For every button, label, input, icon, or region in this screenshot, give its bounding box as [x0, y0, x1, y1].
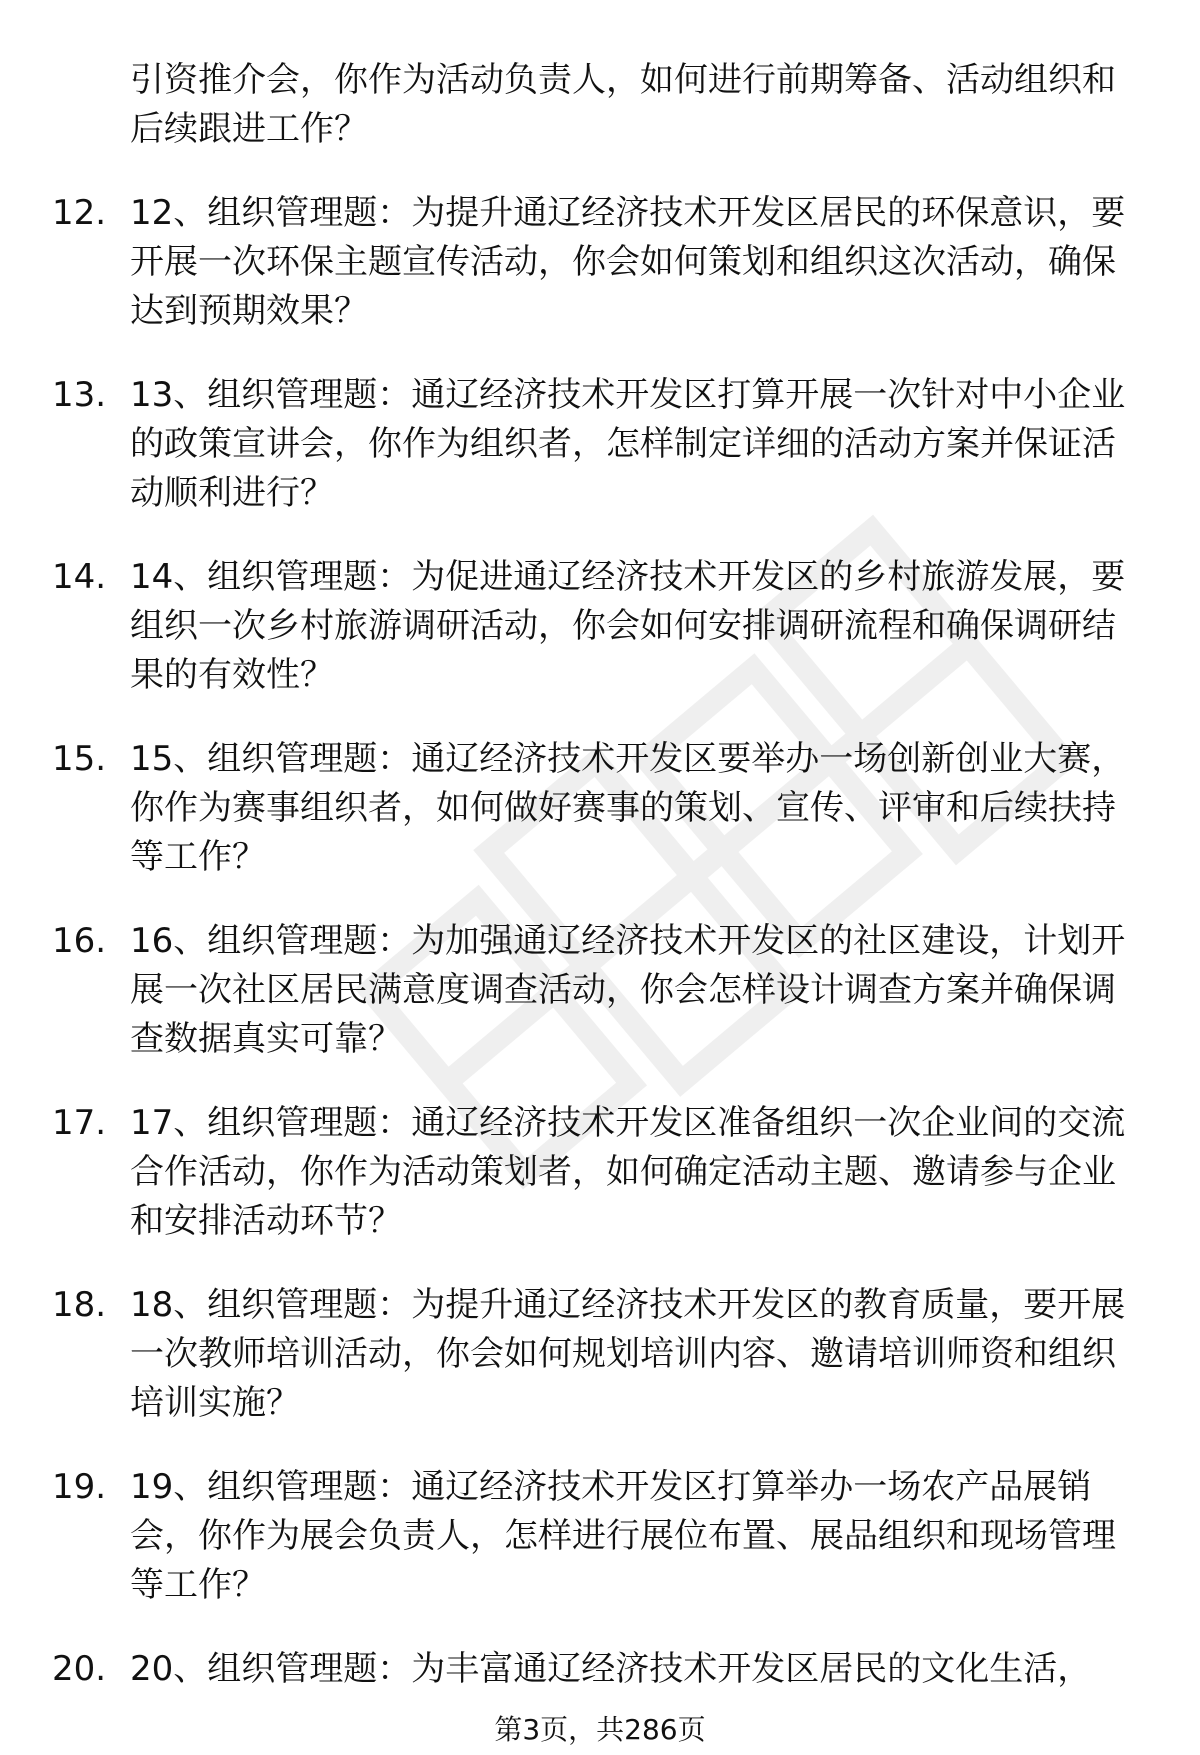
question-content — [52, 56, 1152, 1694]
continuation-text: 引资推介会，你作为活动负责人，如何进行前期筹备、活动组织和后续跟进工作？ — [130, 60, 1116, 149]
question-text: 12、组织管理题：为提升通辽经济技术开发区居民的环保意识，要开展一次环保主题宣传活动，你会如何策划和组织这次活动，确保达到预期效果？ — [130, 193, 1126, 331]
question-number: 14. — [52, 557, 107, 597]
list-item — [52, 1463, 1130, 1610]
list-item — [52, 917, 1130, 1064]
question-number: 15. — [52, 739, 107, 779]
question-number: 17. — [52, 1103, 107, 1143]
list-item — [52, 735, 1130, 882]
question-number: 12. — [52, 193, 107, 233]
question-list — [52, 189, 1152, 1694]
question-number: 13. — [52, 375, 107, 415]
list-item — [52, 371, 1130, 518]
page-footer: 第3页，共286页 — [494, 1713, 706, 1746]
question-text: 20、组织管理题：为丰富通辽经济技术开发区居民的文化生活， — [130, 1649, 1092, 1689]
question-text: 14、组织管理题：为促进通辽经济技术开发区的乡村旅游发展，要组织一次乡村旅游调研活动，你会如何安排调研流程和确保调研结果的有效性？ — [130, 557, 1126, 695]
question-text: 19、组织管理题：通辽经济技术开发区打算举办一场农产品展销会，你作为展会负责人，怎样进行展位布置、展品组织和现场管理等工作？ — [130, 1467, 1116, 1605]
list-item — [52, 553, 1130, 700]
list-item — [52, 189, 1130, 336]
question-text: 15、组织管理题：通辽经济技术开发区要举办一场创新创业大赛，你作为赛事组织者，如何做好赛事的策划、宣传、评审和后续扶持等工作？ — [130, 739, 1126, 877]
question-number: 18. — [52, 1285, 107, 1325]
question-text: 16、组织管理题：为加强通辽经济技术开发区的社区建设，计划开展一次社区居民满意度调查活动，你会怎样设计调查方案并确保调查数据真实可靠？ — [130, 921, 1126, 1059]
question-text: 17、组织管理题：通辽经济技术开发区准备组织一次企业间的交流合作活动，你作为活动策划者，如何确定活动主题、邀请参与企业和安排活动环节？ — [130, 1103, 1126, 1241]
question-number: 19. — [52, 1467, 107, 1507]
list-item — [52, 1281, 1130, 1428]
question-number: 20. — [52, 1649, 107, 1689]
question-text: 13、组织管理题：通辽经济技术开发区打算开展一次针对中小企业的政策宣讲会，你作为组织者，怎样制定详细的活动方案并保证活动顺利进行？ — [130, 375, 1126, 513]
list-item — [52, 1645, 1130, 1694]
question-text: 18、组织管理题：为提升通辽经济技术开发区的教育质量，要开展一次教师培训活动，你会如何规划培训内容、邀请培训师资和组织培训实施？ — [130, 1285, 1126, 1423]
list-item — [52, 1099, 1130, 1246]
question-number: 16. — [52, 921, 107, 961]
